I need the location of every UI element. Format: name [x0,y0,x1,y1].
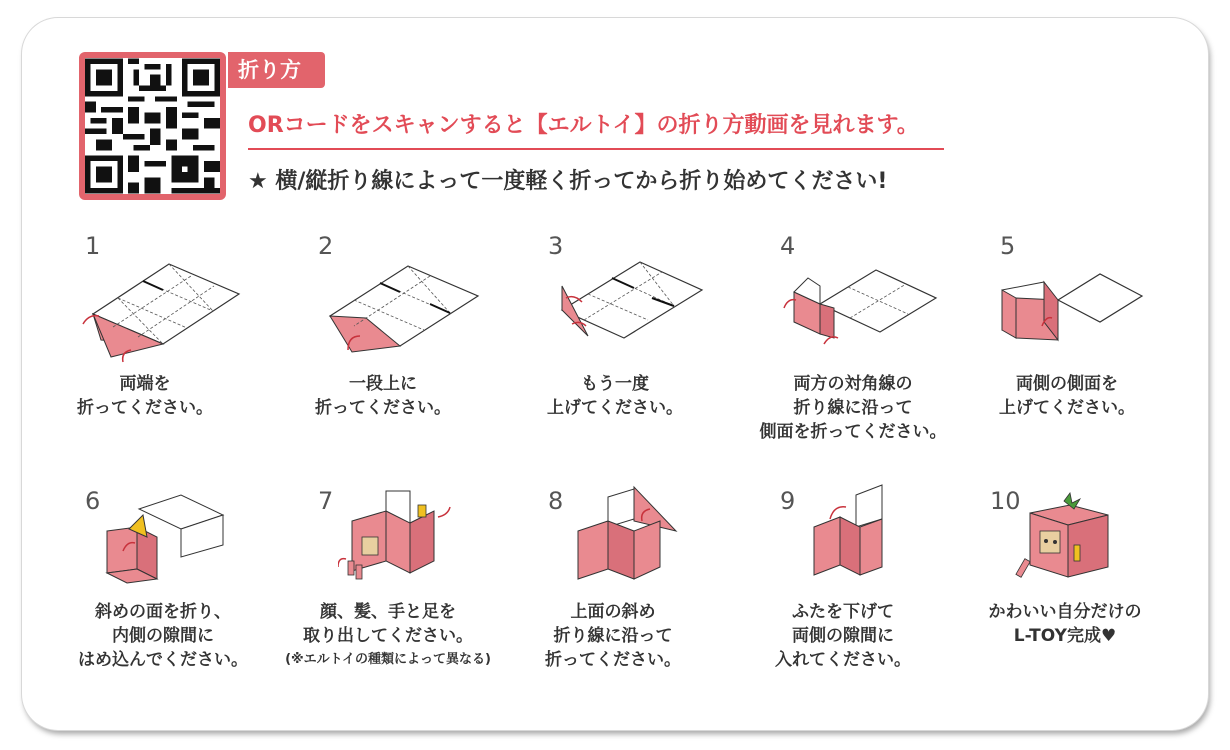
step-caption: 両側の側面を 上げてください。 [999,374,1135,418]
step-number: 7 [318,487,334,515]
step-3-illustration [548,252,728,372]
step-2-illustration [318,252,498,372]
qr-code-frame [79,52,226,200]
step-caption: 顔、髪、手と足を 取り出してください。 (※エルトイの種類によって異なる) [285,602,491,667]
step-caption: 斜めの面を折り、 内側の隙間に はめ込んでください。 [78,602,248,670]
step-number: 4 [780,232,796,260]
fold-method-tag: 折り方 [228,52,325,88]
step-number: 9 [780,487,796,515]
step-caption: 両方の対角線の 折り線に沿って 側面を折ってください。 [759,374,947,442]
step-caption: 一段上に 折ってください。 [315,374,451,418]
qr-instruction-headline: ORコードをスキャンすると【エルトイ】の折り方動画を見れます。 [248,113,919,138]
qr-code[interactable] [85,58,220,194]
step-caption: 上面の斜め 折り線に沿って 折ってください。 [545,602,681,670]
step-caption: もう一度 上げてください。 [547,374,683,418]
step-number: 10 [990,487,1021,515]
step-10-illustration [1010,487,1150,597]
step-number: 6 [85,487,101,515]
step-6-illustration [99,487,259,597]
step-caption: 両端を 折ってください。 [77,374,213,418]
step-9-illustration [800,479,940,589]
step-1-illustration [71,252,251,372]
step-4-illustration [780,252,960,372]
pre-fold-instruction: ★ 横/縦折り線によって一度軽く折ってから折り始めてください! [248,169,888,194]
step-number: 1 [85,232,101,260]
step-5-illustration [992,252,1172,372]
step-caption: ふたを下げて 両側の隙間に 入れてください。 [775,602,911,670]
headline-underline [248,148,944,150]
step-number: 8 [548,487,564,515]
step-number: 2 [318,232,334,260]
step-number: 5 [1000,232,1016,260]
step-number: 3 [548,232,564,260]
step-8-illustration [568,479,708,591]
step-caption: かわいい自分だけの L-TOY完成♥ [988,602,1142,646]
step-7-illustration [338,481,478,591]
